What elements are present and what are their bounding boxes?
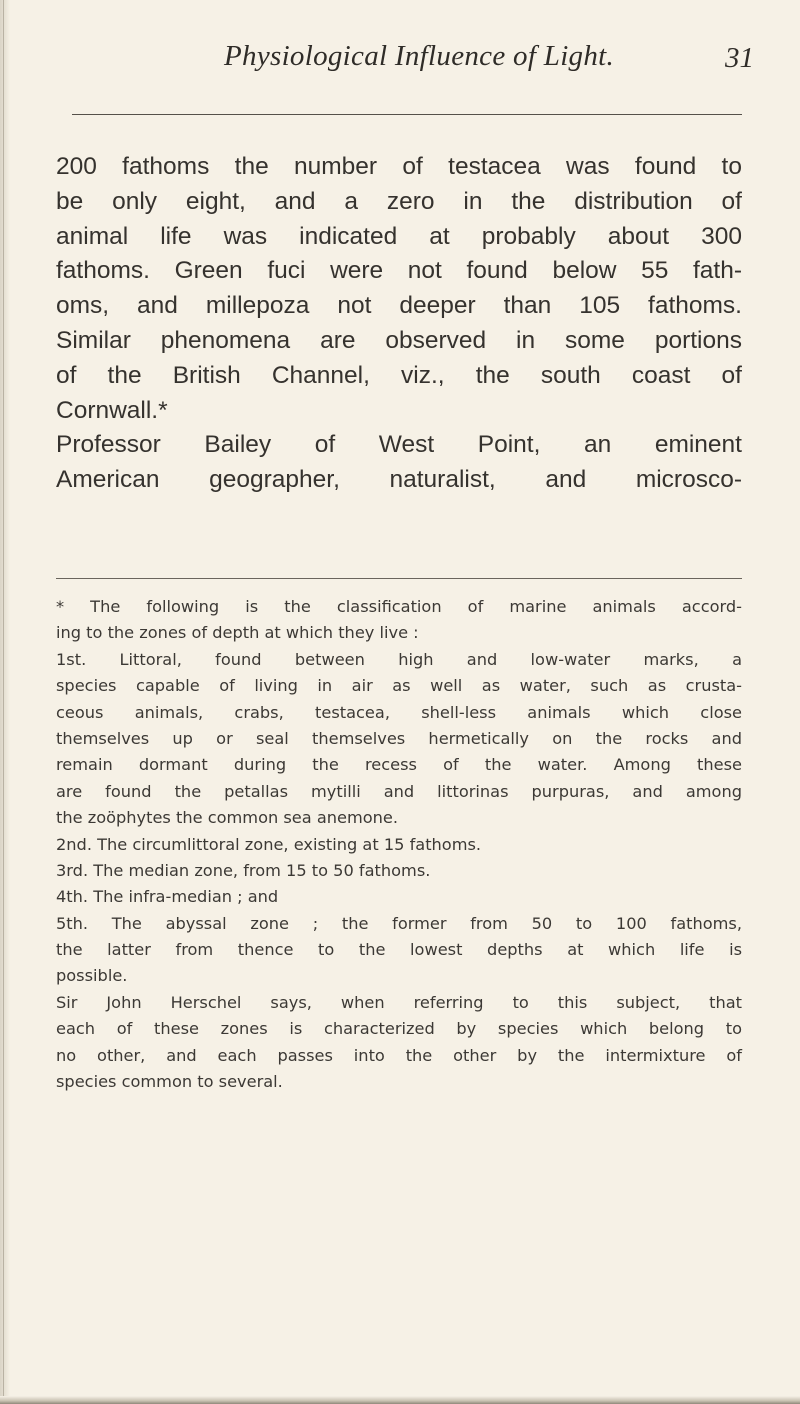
body-line: fathoms. Green fuci were not found below 55 fath- [56, 257, 742, 285]
body-line: of the British Channel, viz., the south coast of [56, 361, 742, 389]
footnote-line: the latter from thence to the lowest depths at which life is [56, 940, 742, 960]
footnote-rule [56, 578, 742, 579]
footnote-line: possible. [56, 966, 128, 986]
body-line: 200 fathoms the number of testacea was found to [56, 153, 742, 180]
footnote-line: ceous animals, crabs, testacea, shell-less animals which close [56, 702, 742, 722]
footnote-line: remain dormant during the recess of the water. Among these [56, 755, 742, 775]
body-text [56, 150, 742, 498]
header-rule [72, 114, 742, 115]
footnote-line: 1st. Littoral, found between high and low-water marks, a [56, 649, 742, 669]
footnote-line: 4th. The infra-median ; and [56, 887, 279, 907]
body-line: oms, and millepoza not deeper than 105 fathoms. [56, 292, 742, 320]
footnote-line: * The following is the classification of marine animals accord- [56, 597, 742, 616]
page-bottom-edge [0, 1396, 800, 1404]
body-line: American geographer, naturalist, and microsco- [56, 466, 742, 494]
body-line: animal life was indicated at probably about 300 [56, 222, 742, 250]
footnote-line: each of these zones is characterized by species which belong to [56, 1019, 742, 1039]
footnote-line: the zoöphytes the common sea anemone. [56, 808, 399, 828]
body-line: Similar phenomena are observed in some portions [56, 326, 742, 354]
page-gutter [0, 0, 10, 1404]
footnote-line: no other, and each passes into the other by the intermixture of [56, 1045, 742, 1065]
footnote-line: themselves up or seal themselves hermetically on the rocks and [56, 728, 742, 748]
body-line: be only eight, and a zero in the distribution of [56, 187, 742, 215]
running-header [44, 40, 756, 100]
footnote-line: ing to the zones of depth at which they live : [56, 623, 419, 643]
footnote-line: species capable of living in air as well as water, such as crusta- [56, 676, 742, 696]
footnote-line: 2nd. The circumlittoral zone, existing at 15 fathoms. [56, 834, 482, 854]
footnote-line: are found the petallas mytilli and littorinas purpuras, and among [56, 781, 742, 801]
body-line: Professor Bailey of West Point, an eminent [56, 431, 742, 459]
footnote-line: Sir John Herschel says, when referring to this subject, that [56, 992, 742, 1012]
footnote-line: species common to several. [56, 1072, 283, 1092]
footnote-line: 5th. The abyssal zone ; the former from 50 to 100 fathoms, [56, 913, 742, 933]
footnote [56, 594, 742, 1095]
running-title: Physiological Influence of Light. [224, 40, 615, 72]
page-number: 31 [725, 42, 754, 74]
body-line: Cornwall.* [56, 396, 168, 424]
footnote-line: 3rd. The median zone, from 15 to 50 fathoms. [56, 860, 431, 880]
